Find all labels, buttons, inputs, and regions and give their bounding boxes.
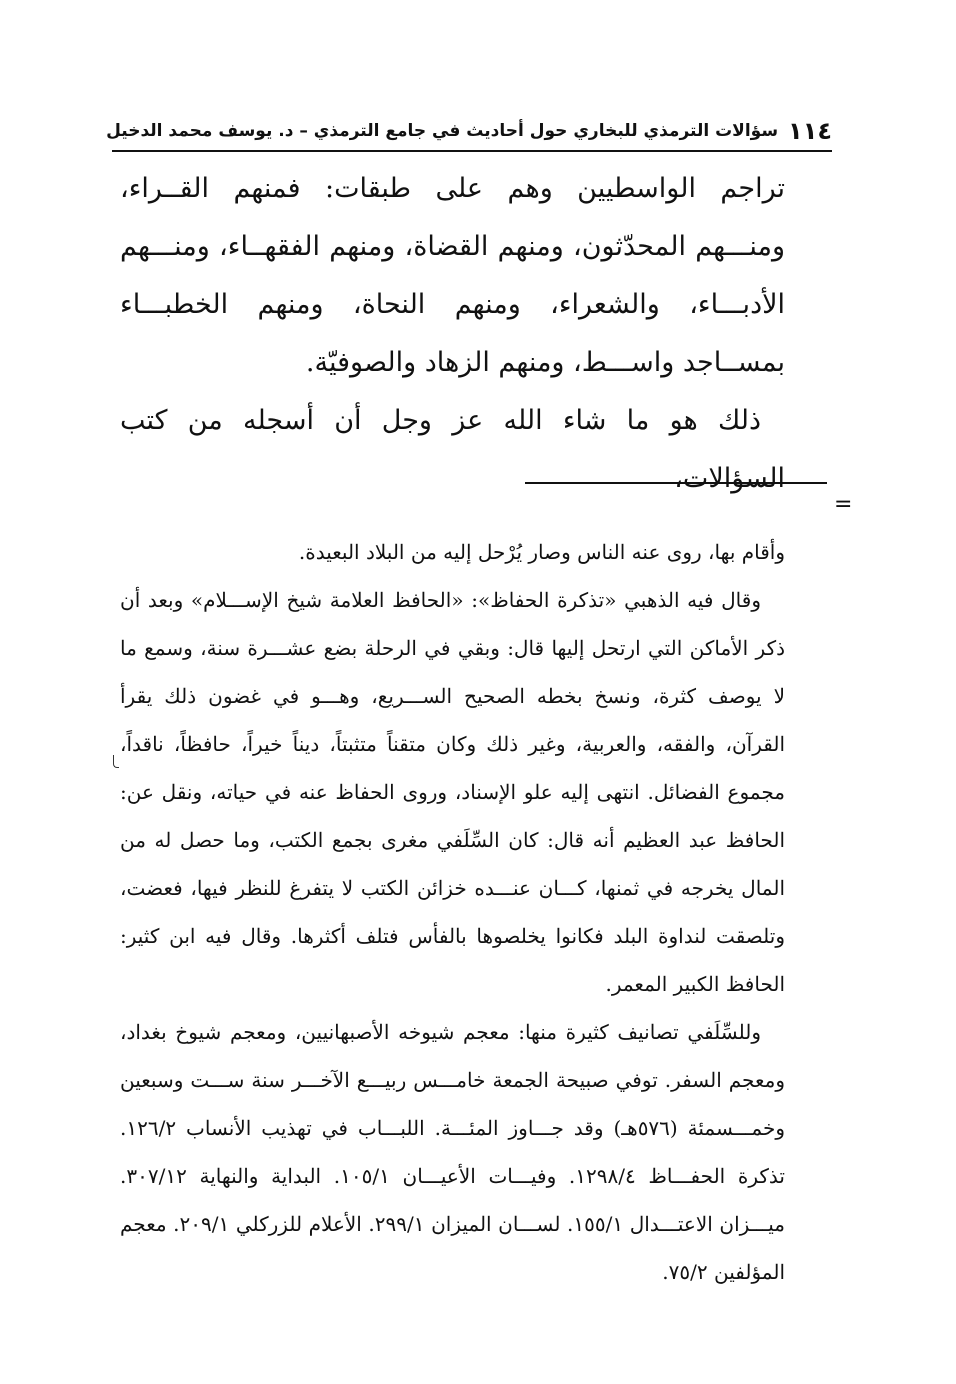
running-header xyxy=(106,112,832,152)
page-number: ١١٤ xyxy=(788,117,832,145)
footnote-paragraph: وأقام بها، روى عنه الناس وصار يُرْحل إليه من البلاد البعيدة. xyxy=(298,540,785,564)
footnote-separator xyxy=(525,482,827,484)
footnote-text xyxy=(120,528,785,1296)
margin-mark xyxy=(113,755,119,768)
main-paragraph: تراجم الواسطيين وهم على طبقات: فمنهم القــراء، ومنـــهم المحدّثون، ومنهم القضاة، ومنهم الفقهــاء، ومنـــهم الأدبـــاء، والشعراء، ومنهم النحاة، ومنهم الخطبـــاء بمســاجد واســـط، ومنهم الزهاد والصوفيّة. xyxy=(120,173,785,378)
main-text xyxy=(120,160,785,508)
footnote-continuation-marker: = xyxy=(834,492,853,517)
footnote-paragraph: وللسِّلَفي تصانيف كثيرة منها: معجم شيوخه الأصبهانيين، ومعجم شيوخ بغداد، ومعجم السفر. توفي صبيحة الجمعة خامـــس ربيـــع الآخـــر سنة ســـت وسبعين وخمـــسمئة (٥٧٦هـ) وقد جـــاوز المئـــة. اللبـــاب في تهذيب الأنساب ١٢٦/٢. تذكرة الحفـــاظ ١٢٩٨/٤. وفيـــات الأعيـــان ١٠٥/١. البداية والنهاية ٣٠٧/١٢. ميـــزان الاعتـــدال ١٥٥/١. لســـان الميزان ٢٩٩/١. الأعلام للزركلي ٢٠٩/١. معجم المؤلفين ٧٥/٢. xyxy=(120,1020,785,1284)
running-title: سؤالات الترمذي للبخاري حول أحاديث في جامع الترمذي – د. يوسف محمد الدخيل xyxy=(106,121,779,141)
footnote-paragraph: وقال فيه الذهبي «تذكرة الحفاظ»: «الحافظ العلامة شيخ الإســـلام» وبعد أن ذكر الأماكن التي ارتحل إليها قال: وبقي في الرحلة بضع عشـــرة سنة، وسمع ما لا يوصف كثرة، ونسخ بخطه الصحيح الســـريع، وهـــو في غضون ذلك يقرأ القرآن، والفقه، والعربية، وغير ذلك وكان متقناً متثبتاً، ديناً خيراً، حافظاً، ناقداً، مجموع الفضائل. انتهى إليه علو الإسناد، وروى الحفاظ عنه في حياته، ونقل عن: الحافظ عبد العظيم أنه قال: كان السِّلَفي مغرى بجمع الكتب، وما حصل له من المال يخرجه في ثمنها، كـــان عنـــده خزائن الكتب لا يتفرغ للنظر فيها، فعضت، وتلصقت لنداوة البلد فكانوا يخلصوها بالفأس فتلف أكثرها. وقال فيه ابن كثير: الحافظ الكبير المعمر. xyxy=(120,588,785,996)
main-paragraph: ذلك هو ما شاء الله عز وجل أن أسجله من كتب السؤالات، xyxy=(120,405,785,494)
